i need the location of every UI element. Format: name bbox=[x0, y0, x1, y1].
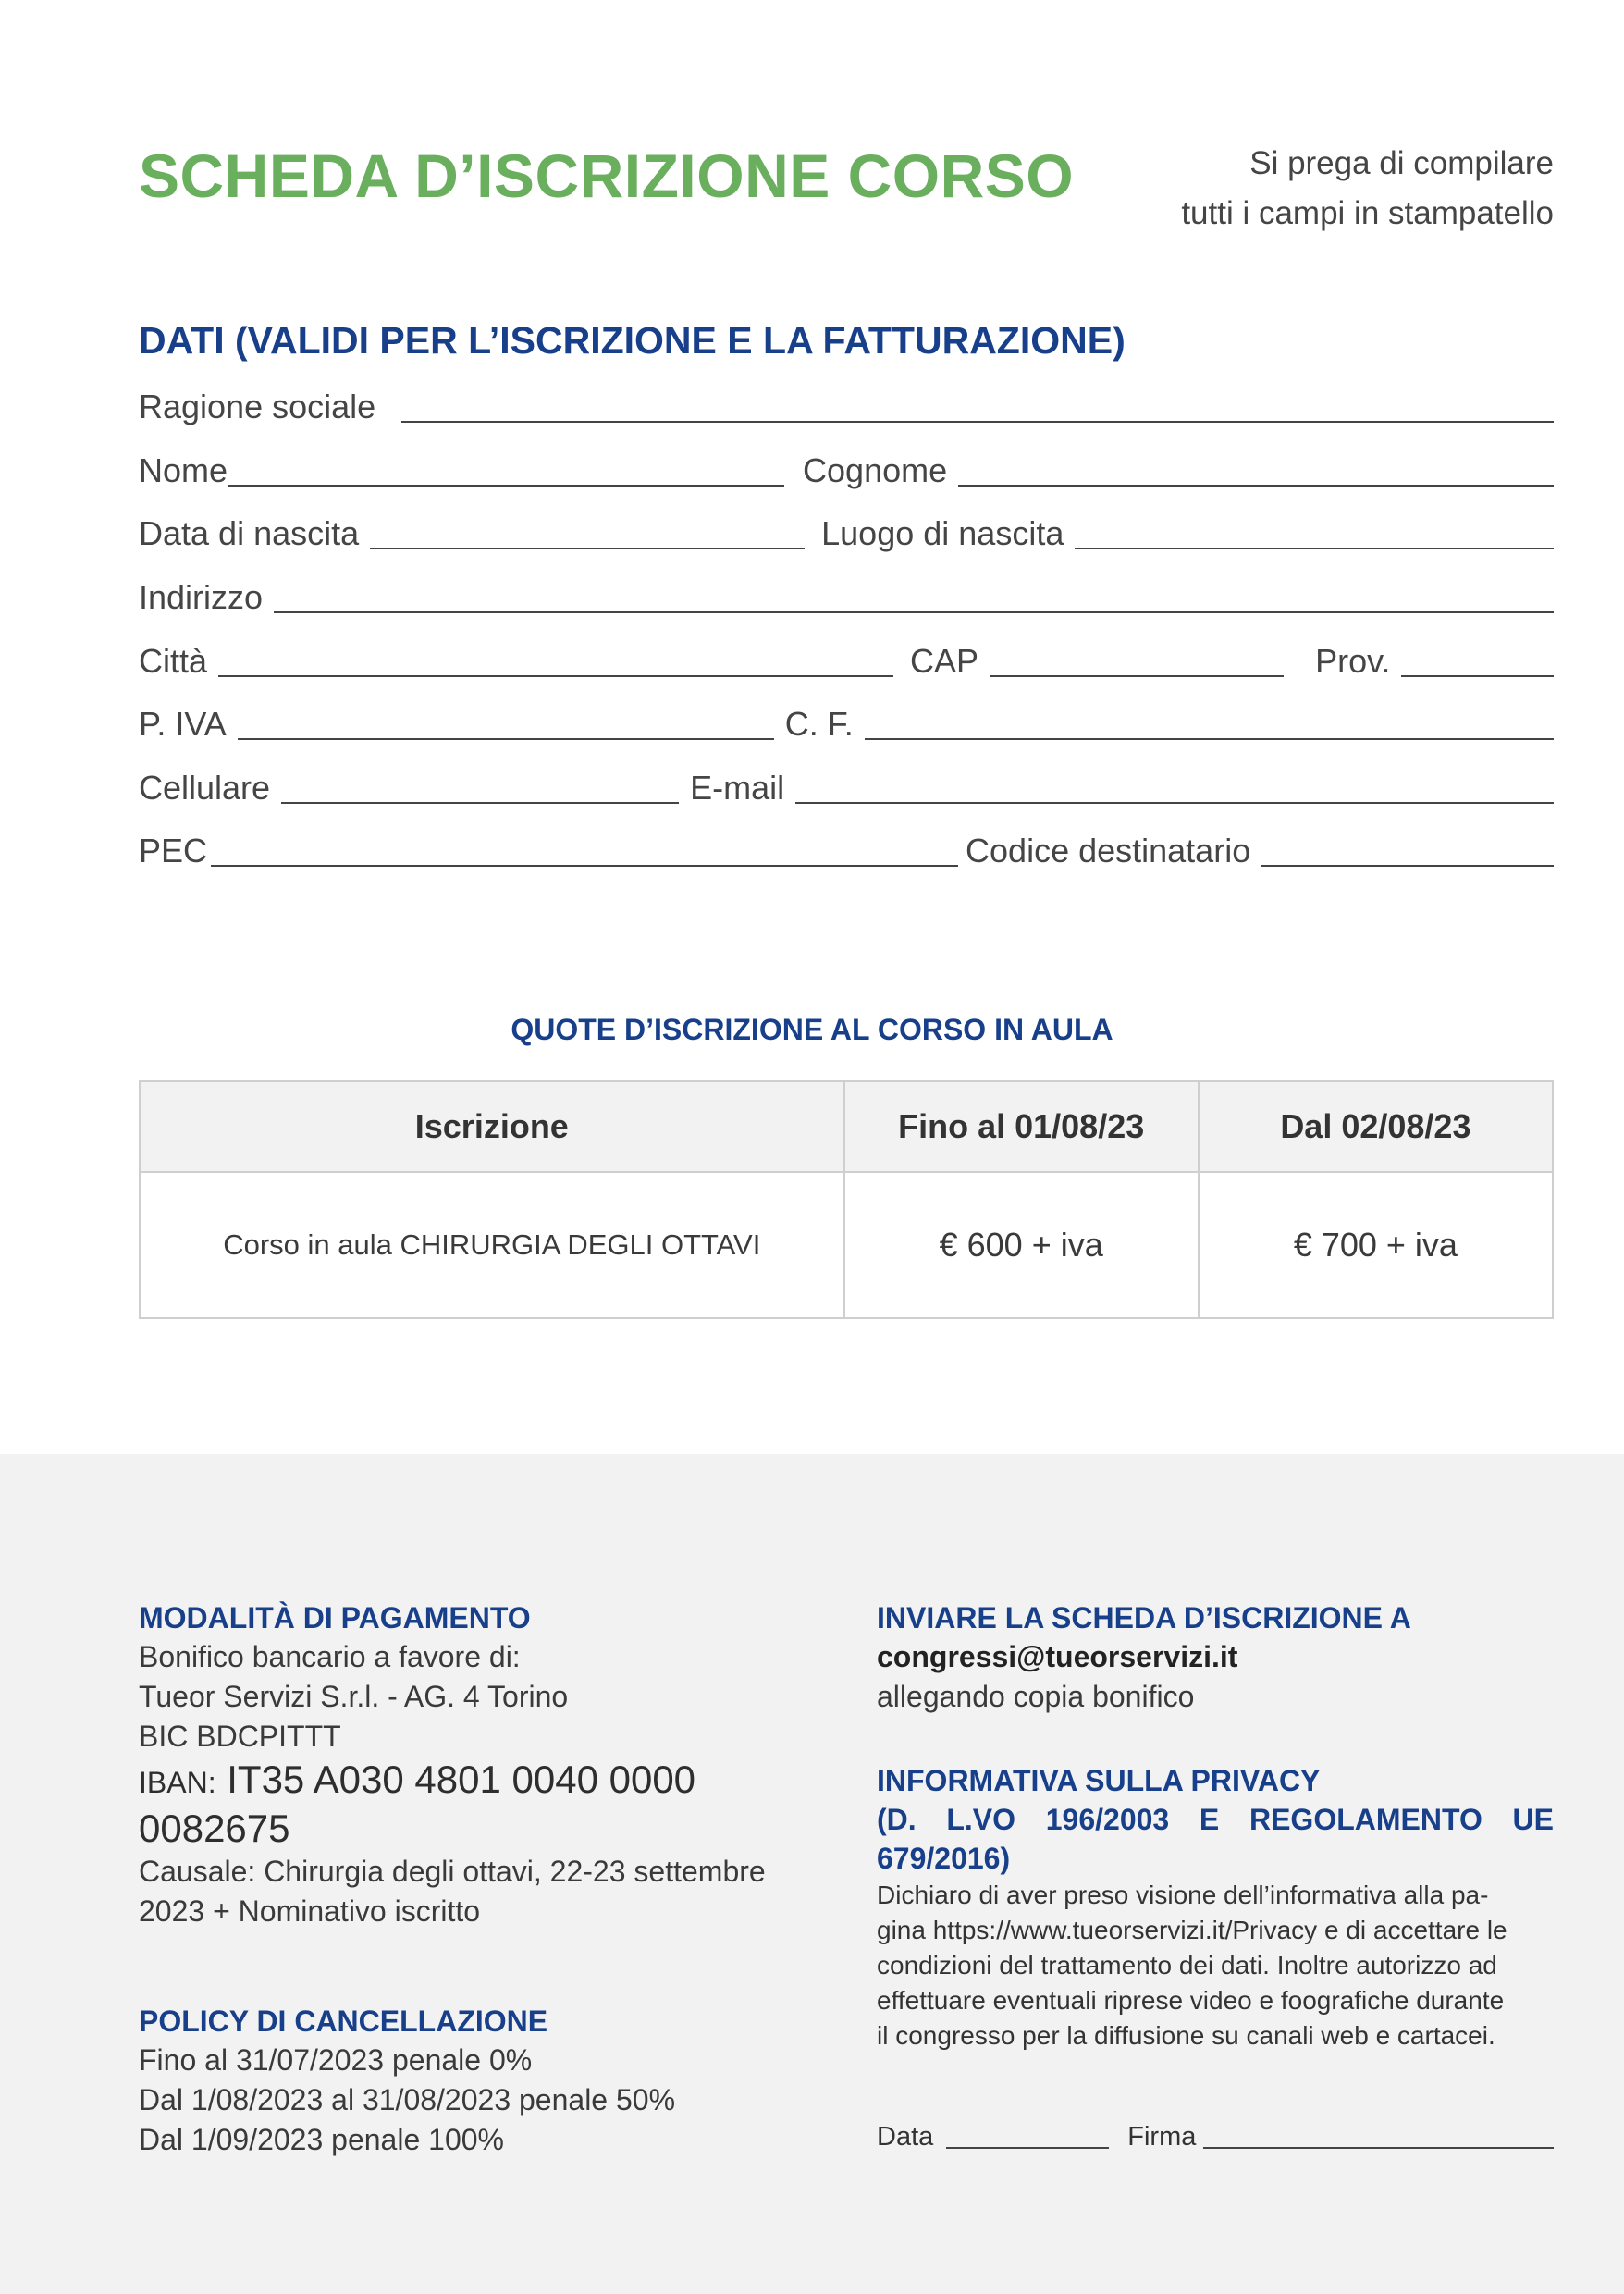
iban-value-part-1: IT35 A030 4801 0040 0000 bbox=[227, 1758, 696, 1801]
fees-early-price: € 600 + iva bbox=[844, 1172, 1199, 1318]
pec-label: PEC bbox=[139, 832, 208, 870]
cellulare-label: Cellulare bbox=[139, 769, 271, 807]
send-column bbox=[877, 1598, 1554, 1717]
ragione-sociale-field[interactable] bbox=[401, 421, 1554, 423]
data-section-title: DATI (VALIDI PER L’ISCRIZIONE E LA FATTURAZIONE) bbox=[139, 319, 1126, 362]
fees-table bbox=[139, 1080, 1554, 1319]
firma-label: Firma bbox=[1127, 2122, 1197, 2152]
luogo-nascita-field[interactable] bbox=[1075, 548, 1554, 549]
cellulare-field[interactable] bbox=[281, 802, 679, 804]
iban-value-part-2: 0082675 bbox=[139, 1807, 290, 1850]
privacy-text-line: condizioni del trattamento dei dati. Inoltre autorizzo ad bbox=[877, 1951, 1497, 1980]
fees-header-early: Fino al 01/08/23 bbox=[844, 1081, 1199, 1172]
send-title: INVIARE LA SCHEDA D’ISCRIZIONE A bbox=[877, 1601, 1411, 1634]
payment-iban bbox=[139, 1757, 823, 1852]
row-ragione-sociale bbox=[139, 385, 1554, 429]
nome-label: Nome bbox=[139, 451, 228, 489]
data-nascita-field[interactable] bbox=[370, 548, 805, 549]
cancellation-line: Dal 1/08/2023 al 31/08/2023 penale 50% bbox=[139, 2083, 676, 2116]
prov-label: Prov. bbox=[1315, 642, 1391, 680]
signature-row bbox=[877, 2120, 1554, 2153]
indirizzo-label: Indirizzo bbox=[139, 578, 264, 616]
fees-late-price: € 700 + iva bbox=[1199, 1172, 1553, 1318]
piva-field[interactable] bbox=[238, 738, 774, 740]
page-title: SCHEDA D’ISCRIZIONE CORSO bbox=[139, 142, 1075, 210]
privacy-title-2: (D. L.VO 196/2003 E REGOLAMENTO UE bbox=[877, 1803, 1554, 1836]
indirizzo-field[interactable] bbox=[274, 611, 1554, 613]
codice-destinatario-field[interactable] bbox=[1261, 865, 1554, 867]
row-nascita bbox=[139, 512, 1554, 556]
fees-header-late: Dal 02/08/23 bbox=[1199, 1081, 1553, 1172]
fill-instructions bbox=[1036, 139, 1554, 239]
payment-causale-2: 2023 + Nominativo iscritto bbox=[139, 1894, 481, 1928]
luogo-nascita-label: Luogo di nascita bbox=[821, 514, 1064, 552]
row-citta-cap-prov bbox=[139, 639, 1554, 684]
cap-label: CAP bbox=[910, 642, 979, 680]
privacy-column bbox=[877, 1761, 1554, 2054]
privacy-title-1: INFORMATIVA SULLA PRIVACY bbox=[877, 1764, 1321, 1797]
ragione-sociale-label: Ragione sociale bbox=[139, 388, 376, 426]
row-nome-cognome bbox=[139, 449, 1554, 493]
fees-title: QUOTE D’ISCRIZIONE AL CORSO IN AULA bbox=[511, 1013, 1113, 1046]
cognome-field[interactable] bbox=[958, 485, 1554, 487]
privacy-text-line: gina https://www.tueorservizi.it/Privacy e di accettare le bbox=[877, 1916, 1507, 1944]
codice-destinatario-label: Codice destinatario bbox=[966, 832, 1251, 870]
row-piva-cf bbox=[139, 702, 1554, 746]
data-nascita-label: Data di nascita bbox=[139, 514, 360, 552]
privacy-text-line: Dichiaro di aver preso visione dell’informativa alla pa- bbox=[877, 1881, 1489, 1909]
privacy-text-line: il congresso per la diffusione su canali web e cartacei. bbox=[877, 2021, 1495, 2050]
data-field[interactable] bbox=[946, 2147, 1109, 2149]
send-email-link[interactable]: congressi@tueorservizi.it bbox=[877, 1640, 1238, 1673]
prov-field[interactable] bbox=[1401, 675, 1554, 677]
payment-line-1: Bonifico bancario a favore di: bbox=[139, 1640, 521, 1673]
payment-line-2: Tueor Servizi S.r.l. - AG. 4 Torino bbox=[139, 1680, 569, 1713]
citta-label: Città bbox=[139, 642, 208, 680]
firma-field[interactable] bbox=[1203, 2147, 1554, 2149]
cancellation-line: Dal 1/09/2023 penale 100% bbox=[139, 2123, 504, 2156]
cf-label: C. F. bbox=[784, 705, 854, 743]
privacy-text-line: effettuare eventuali riprese video e foografiche durante bbox=[877, 1986, 1505, 2015]
row-pec-codice bbox=[139, 829, 1554, 873]
send-note: allegando copia bonifico bbox=[877, 1680, 1195, 1713]
email-label: E-mail bbox=[690, 769, 785, 807]
piva-label: P. IVA bbox=[139, 705, 227, 743]
note-line-2: tutti i campi in stampatello bbox=[1181, 195, 1554, 231]
cap-field[interactable] bbox=[990, 675, 1284, 677]
note-line-1: Si prega di compilare bbox=[1249, 145, 1554, 181]
citta-field[interactable] bbox=[218, 675, 893, 677]
payment-causale-1: Causale: Chirurgia degli ottavi, 22-23 settembre bbox=[139, 1855, 766, 1888]
iban-label: IBAN: bbox=[139, 1766, 216, 1799]
payment-title: MODALITÀ DI PAGAMENTO bbox=[139, 1601, 531, 1634]
cancellation-title: POLICY DI CANCELLAZIONE bbox=[139, 2004, 548, 2038]
cf-field[interactable] bbox=[865, 738, 1554, 740]
payment-column bbox=[139, 1598, 823, 1931]
row-cellulare-email bbox=[139, 766, 1554, 810]
data-label: Data bbox=[877, 2122, 934, 2152]
nome-field[interactable] bbox=[228, 485, 784, 487]
pec-field[interactable] bbox=[211, 865, 958, 867]
fees-course-name: Corso in aula CHIRURGIA DEGLI OTTAVI bbox=[140, 1172, 844, 1318]
fees-header-row bbox=[140, 1081, 1553, 1172]
fees-header-iscrizione: Iscrizione bbox=[140, 1081, 844, 1172]
cognome-label: Cognome bbox=[803, 451, 948, 489]
payment-bic: BIC BDCPITTT bbox=[139, 1720, 341, 1753]
table-row bbox=[140, 1172, 1553, 1318]
email-field[interactable] bbox=[795, 802, 1554, 804]
cancellation-column bbox=[139, 2002, 823, 2160]
privacy-title-3: 679/2016) bbox=[877, 1842, 1011, 1875]
row-indirizzo bbox=[139, 575, 1554, 620]
cancellation-line: Fino al 31/07/2023 penale 0% bbox=[139, 2043, 533, 2077]
